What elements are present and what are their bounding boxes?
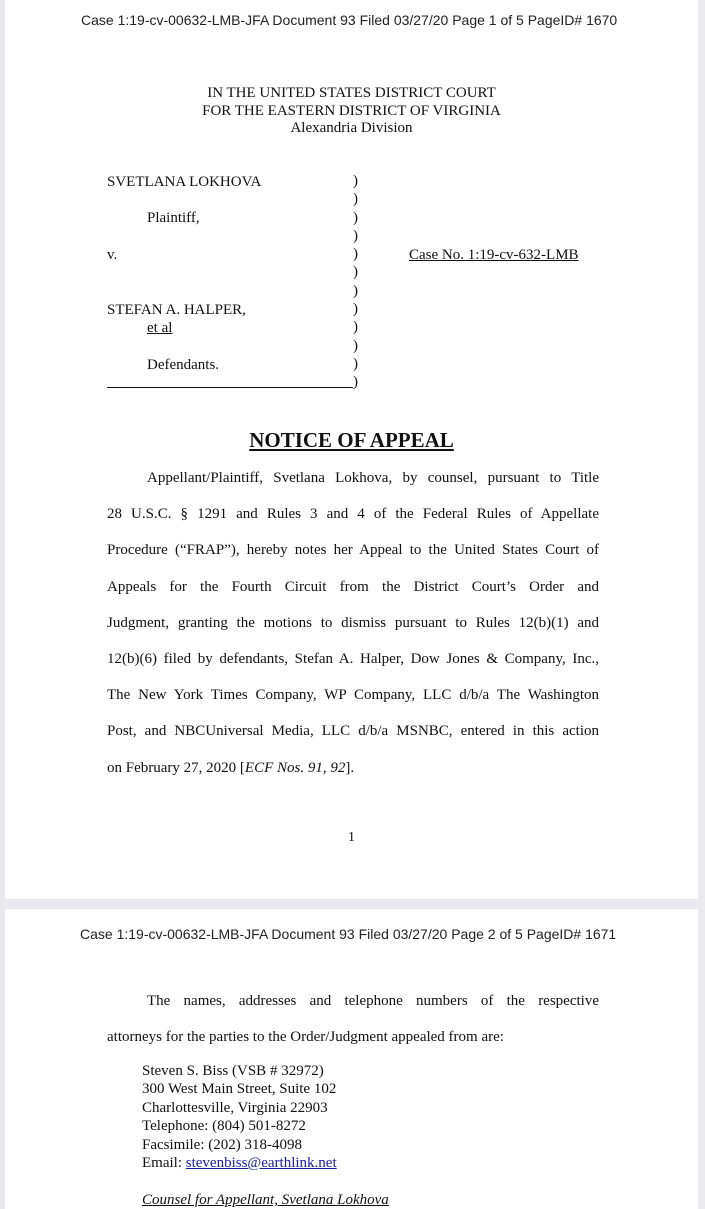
case-number: Case No. 1:19-cv-632-LMB	[409, 247, 579, 263]
page-header: Case 1:19-cv-00632-LMB-JFA Document 93 Filed 03/27/20 Page 1 of 5 PageID# 1670	[81, 12, 618, 28]
email-link[interactable]: stevenbiss@earthlink.net	[185, 1155, 337, 1172]
attorneys-intro	[107, 983, 599, 1055]
body-last-line	[107, 750, 599, 786]
body-text: ].	[345, 759, 355, 776]
versus: v.	[107, 247, 118, 263]
paren: )	[353, 173, 358, 189]
paren: )	[353, 246, 358, 263]
address-line-1: 300 West Main Street, Suite 102	[142, 1081, 337, 1098]
page-number: 1	[348, 830, 355, 845]
paren: )	[353, 374, 358, 391]
paren: )	[353, 282, 358, 299]
paren: )	[353, 301, 358, 318]
defendant-role: Defendants.	[147, 357, 220, 373]
body-line: 28 U.S.C. § 1291 and Rules 3 and 4 of the Federal Rules of Appellate	[107, 506, 599, 523]
body-line: Procedure (“FRAP”), hereby notes her Appeal to the United States Court of	[107, 542, 599, 559]
page-header: Case 1:19-cv-00632-LMB-JFA Document 93 Filed 03/27/20 Page 2 of 5 PageID# 1671	[80, 926, 617, 942]
body-line: attorneys for the parties to the Order/Judgment appealed from are:	[107, 1029, 504, 1046]
body-line: 12(b)(6) filed by defendants, Stefan A. Halper, Dow Jones & Company, Inc.,	[107, 651, 599, 668]
paren: )	[353, 227, 358, 244]
court-division: Alexandria Division	[290, 120, 413, 136]
document-title: NOTICE OF APPEAL	[249, 428, 454, 452]
paren: )	[353, 264, 358, 281]
paren: )	[353, 337, 358, 354]
court-line-1: IN THE UNITED STATES DISTRICT COURT	[207, 85, 496, 101]
paren: )	[353, 319, 358, 336]
paren: )	[353, 191, 358, 208]
body-line: Appeals for the Fourth Circuit from the District Court’s Order and	[107, 578, 599, 595]
paren: )	[353, 209, 358, 226]
ecf-citation: ECF Nos. 91, 92	[244, 759, 346, 776]
plaintiff-name: SVETLANA LOKHOVA	[107, 174, 262, 190]
caption-parentheses	[353, 172, 358, 392]
document-page-1	[5, 0, 698, 899]
defendant-name: STEFAN A. HALPER,	[107, 302, 246, 318]
body-line: The names, addresses and telephone numbers of the respective	[147, 993, 599, 1009]
court-line-2: FOR THE EASTERN DISTRICT OF VIRGINIA	[202, 103, 501, 119]
body-line: Post, and NBCUniversal Media, LLC d/b/a MSNBC, entered in this action	[107, 723, 599, 740]
counsel-line: Counsel for Appellant, Svetlana Lokhova	[142, 1192, 389, 1208]
attorney-contact-block	[142, 1062, 337, 1172]
address-line-2: Charlottesville, Virginia 22903	[142, 1099, 328, 1116]
email-row	[142, 1154, 337, 1172]
et-al: et al	[147, 320, 173, 336]
caption-underline	[107, 387, 353, 388]
document-page-2	[5, 909, 698, 1209]
facsimile: Facsimile: (202) 318-4098	[142, 1136, 302, 1153]
plaintiff-role: Plaintiff,	[147, 210, 200, 226]
body-line: Appellant/Plaintiff, Svetlana Lokhova, by counsel, pursuant to Title	[147, 470, 599, 486]
attorney-name: Steven S. Biss (VSB # 32972)	[142, 1063, 324, 1079]
email-label: Email:	[142, 1155, 186, 1172]
body-line: Judgment, granting the motions to dismiss pursuant to Rules 12(b)(1) and	[107, 614, 599, 631]
paren: )	[353, 355, 358, 372]
notice-body	[107, 460, 599, 786]
telephone: Telephone: (804) 501-8272	[142, 1118, 306, 1135]
body-line: The New York Times Company, WP Company, LLC d/b/a The Washington	[107, 687, 599, 704]
body-text: on February 27, 2020 [	[107, 759, 245, 776]
